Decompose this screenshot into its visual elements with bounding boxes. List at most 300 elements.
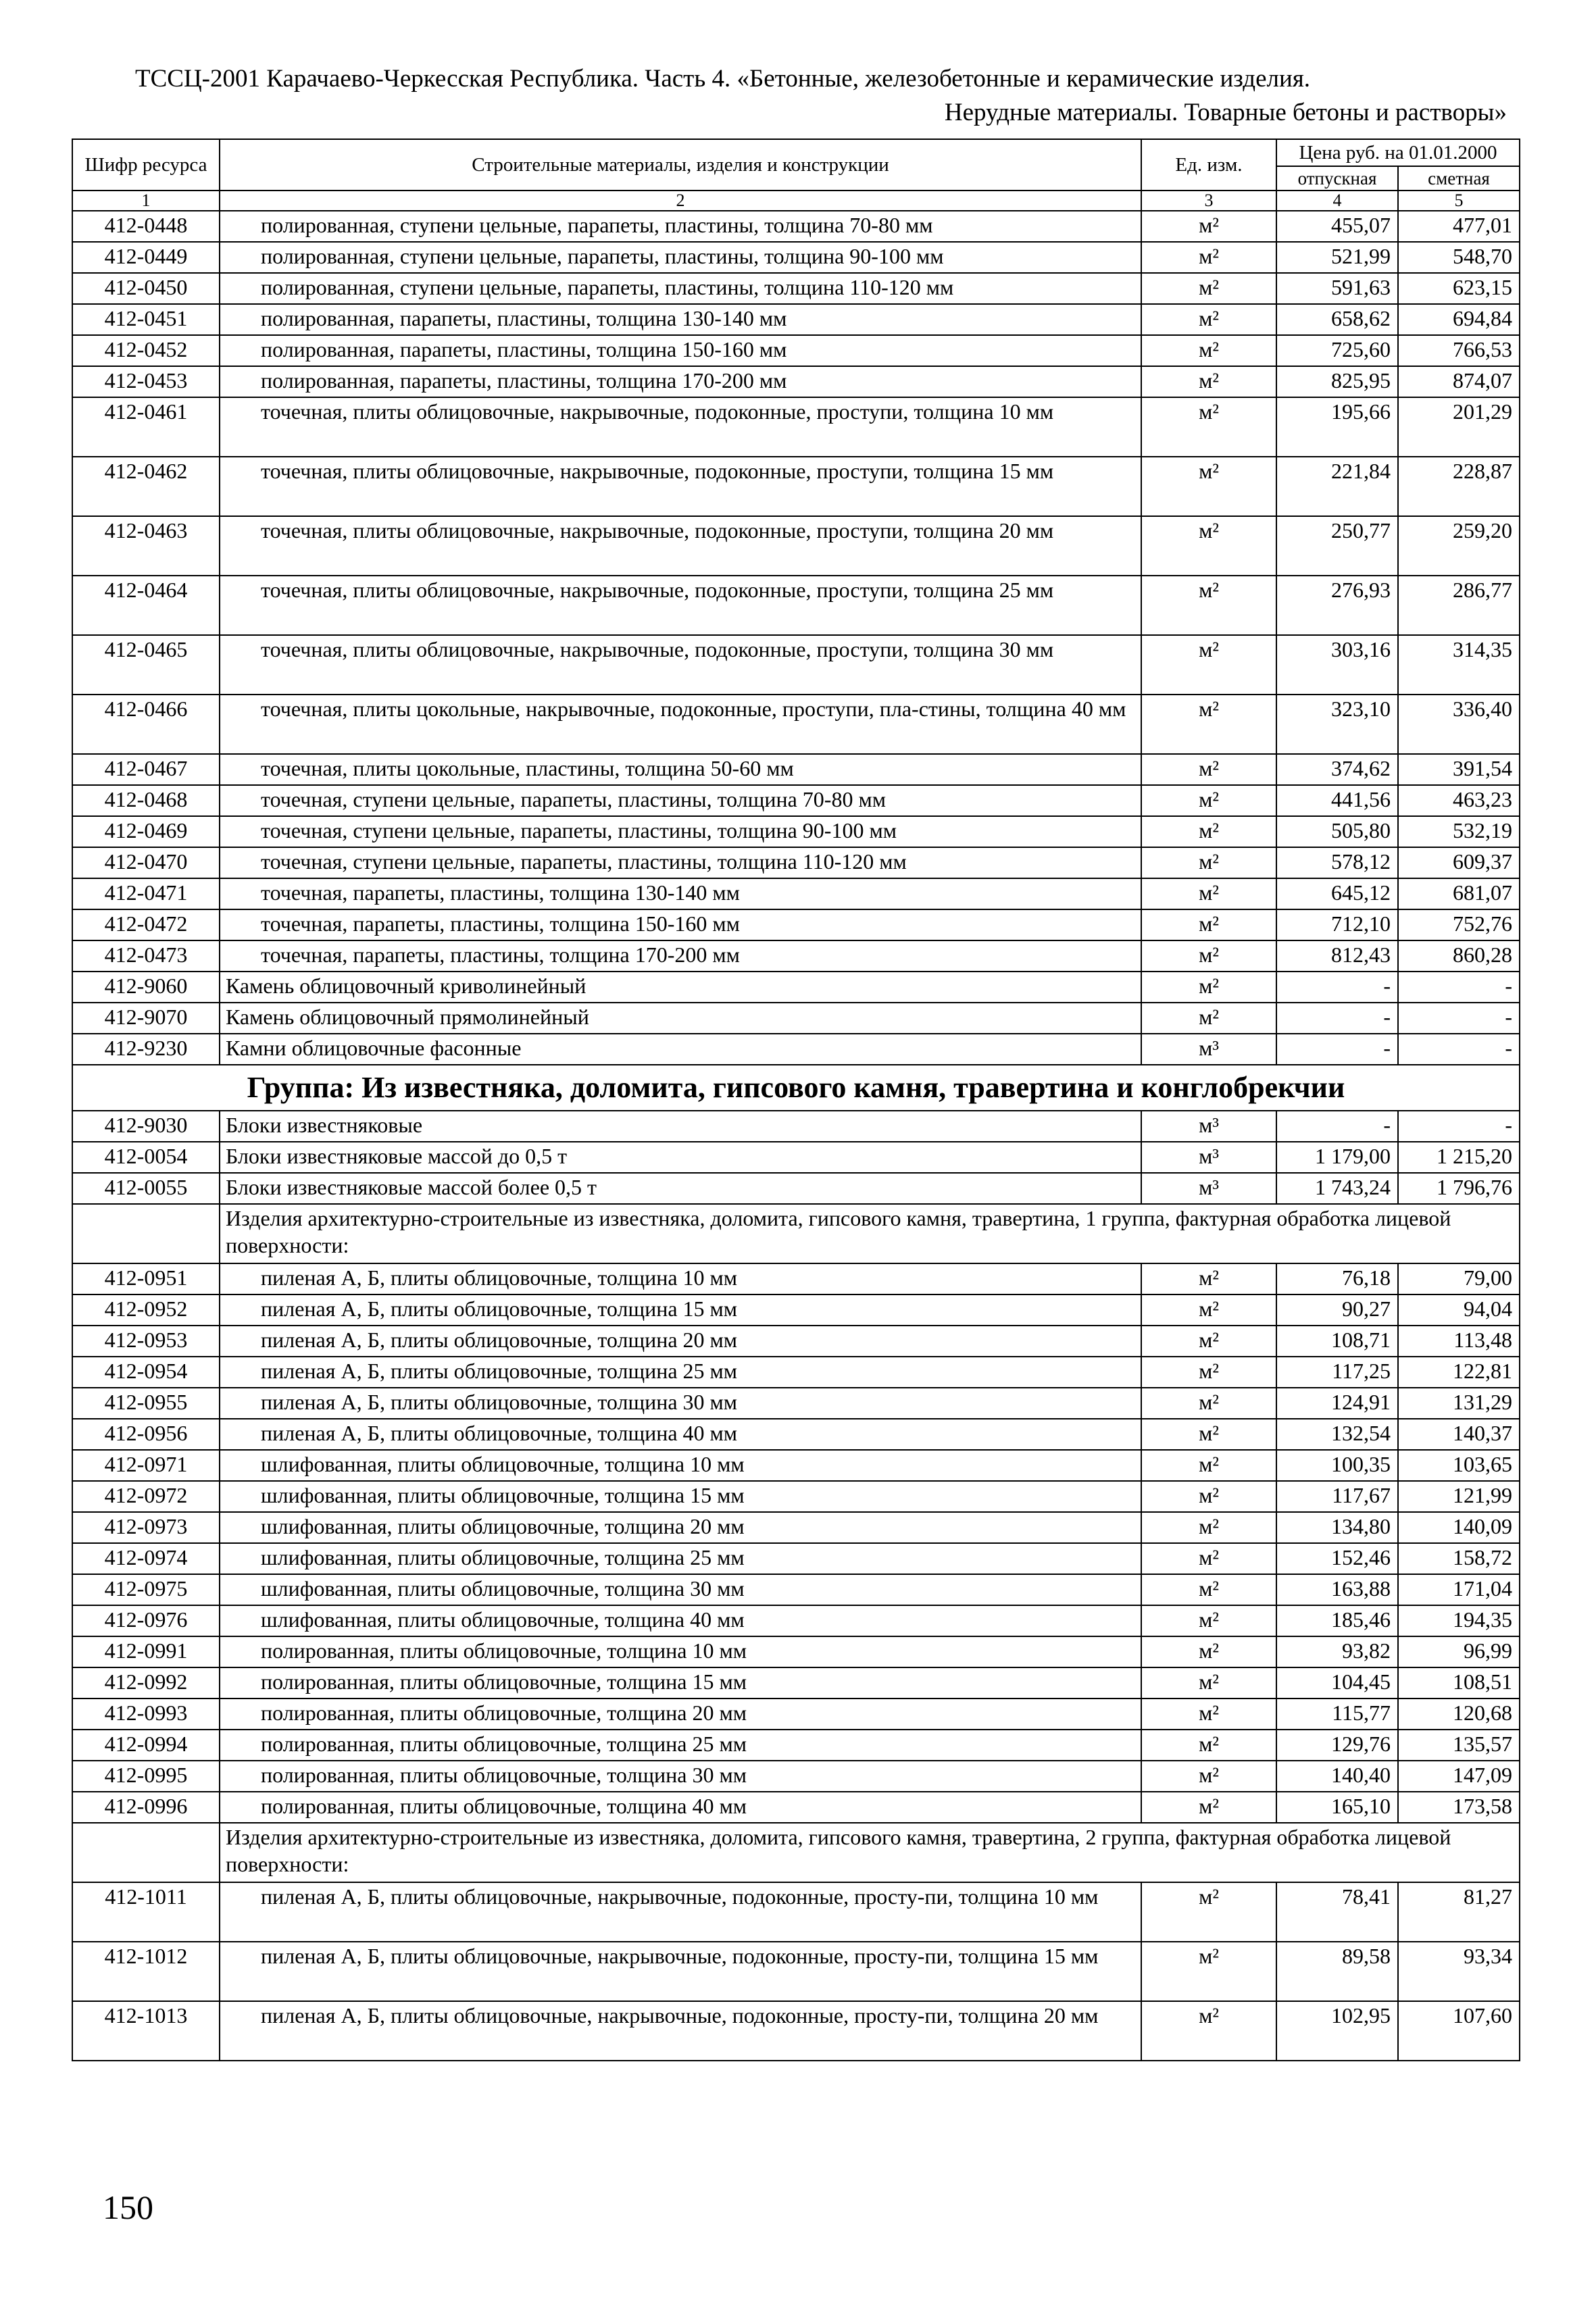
material-name: точечная, плиты цокольные, накрывочные, подоконные, проступи, пла-стины, толщина 40 мм <box>261 697 1126 721</box>
estimate-price: 314,35 <box>1398 635 1520 695</box>
material-name-cell <box>220 516 1141 576</box>
material-name-cell <box>220 242 1141 273</box>
unit: м² <box>1141 1605 1276 1636</box>
resource-code: 412-0976 <box>72 1605 220 1636</box>
estimate-price: 135,57 <box>1398 1730 1520 1761</box>
resource-code: 412-0955 <box>72 1388 220 1419</box>
unit: м² <box>1141 304 1276 335</box>
resource-code: 412-0956 <box>72 1419 220 1450</box>
resource-code: 412-0951 <box>72 1263 220 1294</box>
table-row <box>72 1512 1520 1543</box>
material-name-cell <box>220 972 1141 1003</box>
unit: м² <box>1141 516 1276 576</box>
resource-code: 412-0448 <box>72 211 220 242</box>
material-name-cell <box>220 304 1141 335</box>
material-name: пиленая А, Б, плиты облицовочные, толщина 10 мм <box>261 1265 738 1290</box>
material-name: Блоки известняковые массой до 0,5 т <box>226 1144 568 1168</box>
estimate-price: - <box>1398 1003 1520 1034</box>
release-price: 455,07 <box>1276 211 1398 242</box>
material-name: точечная, ступени цельные, парапеты, пластины, толщина 70-80 мм <box>261 787 886 811</box>
material-name-cell <box>220 211 1141 242</box>
material-name: пиленая А, Б, плиты облицовочные, накрывочные, подоконные, просту-пи, толщина 10 мм <box>261 1884 1099 1909</box>
material-name: шлифованная, плиты облицовочные, толщина 25 мм <box>261 1545 745 1569</box>
table-row <box>72 1034 1520 1065</box>
release-price: - <box>1276 972 1398 1003</box>
table-row <box>72 847 1520 878</box>
material-name: Камень облицовочный прямолинейный <box>226 1005 589 1029</box>
release-price: 100,35 <box>1276 1450 1398 1481</box>
release-price: 1 743,24 <box>1276 1173 1398 1204</box>
table-row <box>72 457 1520 516</box>
material-name: точечная, плиты облицовочные, накрывочные, подоконные, проступи, толщина 20 мм <box>261 518 1054 543</box>
unit: м² <box>1141 847 1276 878</box>
material-name: точечная, плиты облицовочные, накрывочные, подоконные, проступи, толщина 15 мм <box>261 459 1054 483</box>
table-row <box>72 1574 1520 1605</box>
material-name-cell <box>220 940 1141 972</box>
estimate-price: - <box>1398 972 1520 1003</box>
release-price: 165,10 <box>1276 1792 1398 1823</box>
material-name: полированная, парапеты, пластины, толщина 170-200 мм <box>261 368 787 393</box>
table-row <box>72 576 1520 635</box>
resource-code: 412-1013 <box>72 2001 220 2061</box>
material-name-cell <box>220 1173 1141 1204</box>
unit: м² <box>1141 457 1276 516</box>
unit: м² <box>1141 1263 1276 1294</box>
estimate-price: 93,34 <box>1398 1942 1520 2001</box>
table-row <box>72 754 1520 785</box>
release-price: 140,40 <box>1276 1761 1398 1792</box>
resource-code: 412-9070 <box>72 1003 220 1034</box>
subheading-group-2: Изделия архитектурно-строительные из известняка, доломита, гипсового камня, травертина, 2 группа, фактурная обработка лицевой поверхности: <box>220 1823 1520 1882</box>
release-price: 812,43 <box>1276 940 1398 972</box>
col-head-code: Шифр ресурса <box>72 139 220 191</box>
unit: м² <box>1141 1761 1276 1792</box>
unit: м² <box>1141 754 1276 785</box>
material-name-cell <box>220 1419 1141 1450</box>
table-row <box>72 816 1520 847</box>
material-name-cell <box>220 1512 1141 1543</box>
material-name: полированная, ступени цельные, парапеты, пластины, толщина 70-80 мм <box>261 213 933 237</box>
material-name: пиленая А, Б, плиты облицовочные, толщина 20 мм <box>261 1328 738 1352</box>
resource-code: 412-0994 <box>72 1730 220 1761</box>
material-name-cell <box>220 1481 1141 1512</box>
unit: м² <box>1141 1730 1276 1761</box>
unit: м² <box>1141 1543 1276 1574</box>
material-name: пиленая А, Б, плиты облицовочные, толщина 30 мм <box>261 1390 738 1414</box>
table-row <box>72 785 1520 816</box>
estimate-price: 120,68 <box>1398 1699 1520 1730</box>
table-row <box>72 1003 1520 1034</box>
estimate-price: 94,04 <box>1398 1294 1520 1326</box>
unit: м² <box>1141 1942 1276 2001</box>
table-row <box>72 1450 1520 1481</box>
empty-cell <box>72 1823 220 1882</box>
price-table-body <box>72 139 1520 2061</box>
resource-code: 412-0451 <box>72 304 220 335</box>
release-price: 152,46 <box>1276 1543 1398 1574</box>
empty-cell <box>72 1204 220 1263</box>
material-name-cell <box>220 335 1141 366</box>
material-name-cell <box>220 878 1141 909</box>
unit: м² <box>1141 695 1276 754</box>
table-row <box>72 397 1520 457</box>
resource-code: 412-0972 <box>72 1481 220 1512</box>
release-price: - <box>1276 1111 1398 1142</box>
material-name: пиленая А, Б, плиты облицовочные, накрывочные, подоконные, просту-пи, толщина 20 мм <box>261 2003 1099 2028</box>
material-name-cell <box>220 635 1141 695</box>
release-price: 89,58 <box>1276 1942 1398 2001</box>
unit: м² <box>1141 335 1276 366</box>
resource-code: 412-0465 <box>72 635 220 695</box>
material-name-cell <box>220 1699 1141 1730</box>
release-price: 102,95 <box>1276 2001 1398 2061</box>
unit: м² <box>1141 211 1276 242</box>
subheading-group-2-row <box>72 1823 1520 1882</box>
estimate-price: - <box>1398 1034 1520 1065</box>
resource-code: 412-0461 <box>72 397 220 457</box>
resource-code: 412-0462 <box>72 457 220 516</box>
table-row <box>72 1636 1520 1667</box>
release-price: 104,45 <box>1276 1667 1398 1699</box>
material-name-cell <box>220 1326 1141 1357</box>
resource-code: 412-9230 <box>72 1034 220 1065</box>
resource-code: 412-0995 <box>72 1761 220 1792</box>
resource-code: 412-9060 <box>72 972 220 1003</box>
estimate-price: 201,29 <box>1398 397 1520 457</box>
header-line-2: Нерудные материалы. Товарные бетоны и растворы» <box>944 99 1507 126</box>
estimate-price: 121,99 <box>1398 1481 1520 1512</box>
column-number: 3 <box>1141 191 1276 211</box>
material-name-cell <box>220 1792 1141 1823</box>
material-name: Камни облицовочные фасонные <box>226 1036 522 1060</box>
estimate-price: 681,07 <box>1398 878 1520 909</box>
release-price: 115,77 <box>1276 1699 1398 1730</box>
resource-code: 412-9030 <box>72 1111 220 1142</box>
column-number: 5 <box>1398 191 1520 211</box>
material-name-cell <box>220 754 1141 785</box>
material-name-cell <box>220 273 1141 304</box>
resource-code: 412-1011 <box>72 1882 220 1942</box>
material-name-cell <box>220 366 1141 397</box>
unit: м² <box>1141 816 1276 847</box>
resource-code: 412-0468 <box>72 785 220 816</box>
unit: м² <box>1141 785 1276 816</box>
estimate-price: 766,53 <box>1398 335 1520 366</box>
material-name: полированная, ступени цельные, парапеты, пластины, толщина 110-120 мм <box>261 275 954 299</box>
material-name: точечная, плиты цокольные, пластины, толщина 50-60 мм <box>261 756 794 780</box>
release-price: 124,91 <box>1276 1388 1398 1419</box>
unit: м² <box>1141 1388 1276 1419</box>
resource-code: 412-0473 <box>72 940 220 972</box>
release-price: - <box>1276 1034 1398 1065</box>
resource-code: 412-0464 <box>72 576 220 635</box>
unit: м² <box>1141 972 1276 1003</box>
subheading-group-1-row <box>72 1204 1520 1263</box>
release-price: 505,80 <box>1276 816 1398 847</box>
release-price: 825,95 <box>1276 366 1398 397</box>
table-row <box>72 273 1520 304</box>
release-price: 441,56 <box>1276 785 1398 816</box>
resource-code: 412-0974 <box>72 1543 220 1574</box>
table-row <box>72 242 1520 273</box>
estimate-price: 336,40 <box>1398 695 1520 754</box>
unit: м² <box>1141 1357 1276 1388</box>
unit: м² <box>1141 2001 1276 2061</box>
estimate-price: 391,54 <box>1398 754 1520 785</box>
material-name: шлифованная, плиты облицовочные, толщина 30 мм <box>261 1576 745 1601</box>
unit: м² <box>1141 1450 1276 1481</box>
material-name-cell <box>220 1003 1141 1034</box>
unit: м² <box>1141 1294 1276 1326</box>
material-name: точечная, парапеты, пластины, толщина 130-140 мм <box>261 880 740 905</box>
release-price: - <box>1276 1003 1398 1034</box>
resource-code: 412-0471 <box>72 878 220 909</box>
unit: м² <box>1141 1512 1276 1543</box>
table-row <box>72 211 1520 242</box>
material-name-cell <box>220 397 1141 457</box>
estimate-price: 532,19 <box>1398 816 1520 847</box>
estimate-price: 874,07 <box>1398 366 1520 397</box>
release-price: 90,27 <box>1276 1294 1398 1326</box>
table-row <box>72 1667 1520 1699</box>
column-numbers-row <box>72 191 1520 211</box>
release-price: 134,80 <box>1276 1512 1398 1543</box>
estimate-price: 122,81 <box>1398 1357 1520 1388</box>
release-price: 725,60 <box>1276 335 1398 366</box>
col-head-estimate: сметная <box>1398 166 1520 191</box>
table-row <box>72 909 1520 940</box>
resource-code: 412-0992 <box>72 1667 220 1699</box>
table-row <box>72 2001 1520 2061</box>
unit: м² <box>1141 1699 1276 1730</box>
unit: м² <box>1141 878 1276 909</box>
estimate-price: 194,35 <box>1398 1605 1520 1636</box>
estimate-price: 108,51 <box>1398 1667 1520 1699</box>
material-name: полированная, плиты облицовочные, толщина 25 мм <box>261 1732 747 1756</box>
table-row <box>72 1792 1520 1823</box>
resource-code: 412-0953 <box>72 1326 220 1357</box>
subheading-group-1: Изделия архитектурно-строительные из известняка, доломита, гипсового камня, травертина, 1 группа, фактурная обработка лицевой поверхности: <box>220 1204 1520 1263</box>
release-price: 303,16 <box>1276 635 1398 695</box>
unit: м² <box>1141 1419 1276 1450</box>
resource-code: 412-0453 <box>72 366 220 397</box>
estimate-price: 623,15 <box>1398 273 1520 304</box>
table-row <box>72 1142 1520 1173</box>
material-name: точечная, парапеты, пластины, толщина 170-200 мм <box>261 942 740 967</box>
unit: м² <box>1141 1574 1276 1605</box>
material-name: полированная, ступени цельные, парапеты, пластины, толщина 90-100 мм <box>261 244 944 268</box>
material-name: полированная, парапеты, пластины, толщина 150-160 мм <box>261 337 787 361</box>
unit: м² <box>1141 940 1276 972</box>
unit: м² <box>1141 1481 1276 1512</box>
material-name-cell <box>220 1942 1141 2001</box>
table-row <box>72 972 1520 1003</box>
material-name: полированная, парапеты, пластины, толщина 130-140 мм <box>261 306 787 330</box>
release-price: 712,10 <box>1276 909 1398 940</box>
material-name-cell <box>220 1450 1141 1481</box>
release-price: 323,10 <box>1276 695 1398 754</box>
release-price: 93,82 <box>1276 1636 1398 1667</box>
estimate-price: 103,65 <box>1398 1450 1520 1481</box>
estimate-price: - <box>1398 1111 1520 1142</box>
unit: м² <box>1141 576 1276 635</box>
release-price: 117,25 <box>1276 1357 1398 1388</box>
unit: м² <box>1141 1667 1276 1699</box>
resource-code: 412-0449 <box>72 242 220 273</box>
resource-code: 412-0466 <box>72 695 220 754</box>
estimate-price: 752,76 <box>1398 909 1520 940</box>
estimate-price: 1 796,76 <box>1398 1173 1520 1204</box>
estimate-price: 173,58 <box>1398 1792 1520 1823</box>
page-number: 150 <box>103 2188 153 2226</box>
material-name: точечная, плиты облицовочные, накрывочные, подоконные, проступи, толщина 25 мм <box>261 578 1054 602</box>
resource-code: 412-0463 <box>72 516 220 576</box>
price-table <box>72 139 1520 2061</box>
estimate-price: 548,70 <box>1398 242 1520 273</box>
table-row <box>72 1605 1520 1636</box>
group-title: Группа: Из известняка, доломита, гипсового камня, травертина и конглобрекчии <box>72 1065 1520 1111</box>
estimate-price: 860,28 <box>1398 940 1520 972</box>
resource-code: 412-0991 <box>72 1636 220 1667</box>
material-name-cell <box>220 695 1141 754</box>
material-name-cell <box>220 1142 1141 1173</box>
resource-code: 412-0975 <box>72 1574 220 1605</box>
resource-code: 412-0472 <box>72 909 220 940</box>
column-number: 1 <box>72 191 220 211</box>
unit: м² <box>1141 909 1276 940</box>
table-row <box>72 1326 1520 1357</box>
col-head-unit: Ед. изм. <box>1141 139 1276 191</box>
material-name-cell <box>220 1034 1141 1065</box>
col-head-release: отпускная <box>1276 166 1398 191</box>
release-price: 578,12 <box>1276 847 1398 878</box>
resource-code: 412-0450 <box>72 273 220 304</box>
material-name: Блоки известняковые <box>226 1113 423 1137</box>
material-name: Блоки известняковые массой более 0,5 т <box>226 1175 597 1199</box>
material-name: полированная, плиты облицовочные, толщина 15 мм <box>261 1669 747 1694</box>
material-name-cell <box>220 1882 1141 1942</box>
unit: м³ <box>1141 1142 1276 1173</box>
table-row <box>72 1481 1520 1512</box>
material-name: полированная, плиты облицовочные, толщина 40 мм <box>261 1794 747 1818</box>
estimate-price: 140,37 <box>1398 1419 1520 1450</box>
material-name-cell <box>220 1388 1141 1419</box>
resource-code: 412-0469 <box>72 816 220 847</box>
group-title-row <box>72 1065 1520 1111</box>
table-row <box>72 940 1520 972</box>
table-row <box>72 1263 1520 1294</box>
release-price: 76,18 <box>1276 1263 1398 1294</box>
estimate-price: 107,60 <box>1398 2001 1520 2061</box>
unit: м² <box>1141 1003 1276 1034</box>
unit: м² <box>1141 273 1276 304</box>
material-name: пиленая А, Б, плиты облицовочные, толщина 15 мм <box>261 1297 738 1321</box>
release-price: 374,62 <box>1276 754 1398 785</box>
unit: м³ <box>1141 1111 1276 1142</box>
unit: м² <box>1141 397 1276 457</box>
material-name: точечная, плиты облицовочные, накрывочные, подоконные, проступи, толщина 30 мм <box>261 637 1054 661</box>
material-name-cell <box>220 1730 1141 1761</box>
release-price: 132,54 <box>1276 1419 1398 1450</box>
release-price: 521,99 <box>1276 242 1398 273</box>
estimate-price: 228,87 <box>1398 457 1520 516</box>
table-row <box>72 335 1520 366</box>
estimate-price: 79,00 <box>1398 1263 1520 1294</box>
release-price: 78,41 <box>1276 1882 1398 1942</box>
page-header <box>74 62 1507 130</box>
unit: м² <box>1141 1882 1276 1942</box>
material-name: Камень облицовочный криволинейный <box>226 974 587 998</box>
estimate-price: 286,77 <box>1398 576 1520 635</box>
table-row <box>72 635 1520 695</box>
release-price: 1 179,00 <box>1276 1142 1398 1173</box>
estimate-price: 694,84 <box>1398 304 1520 335</box>
release-price: 591,63 <box>1276 273 1398 304</box>
unit: м² <box>1141 1326 1276 1357</box>
unit: м² <box>1141 366 1276 397</box>
material-name: пиленая А, Б, плиты облицовочные, толщина 40 мм <box>261 1421 738 1445</box>
estimate-price: 147,09 <box>1398 1761 1520 1792</box>
estimate-price: 609,37 <box>1398 847 1520 878</box>
resource-code: 412-0952 <box>72 1294 220 1326</box>
table-row <box>72 516 1520 576</box>
estimate-price: 477,01 <box>1398 211 1520 242</box>
release-price: 221,84 <box>1276 457 1398 516</box>
resource-code: 412-0452 <box>72 335 220 366</box>
table-row <box>72 1173 1520 1204</box>
unit: м² <box>1141 1792 1276 1823</box>
resource-code: 412-0993 <box>72 1699 220 1730</box>
material-name-cell <box>220 1294 1141 1326</box>
material-name-cell <box>220 2001 1141 2061</box>
col-head-name: Строительные материалы, изделия и конструкции <box>220 139 1141 191</box>
resource-code: 412-0973 <box>72 1512 220 1543</box>
material-name-cell <box>220 1543 1141 1574</box>
estimate-price: 1 215,20 <box>1398 1142 1520 1173</box>
release-price: 108,71 <box>1276 1326 1398 1357</box>
resource-code: 412-0054 <box>72 1142 220 1173</box>
table-row <box>72 1942 1520 2001</box>
material-name-cell <box>220 1636 1141 1667</box>
release-price: 276,93 <box>1276 576 1398 635</box>
release-price: 129,76 <box>1276 1730 1398 1761</box>
material-name-cell <box>220 1605 1141 1636</box>
estimate-price: 140,09 <box>1398 1512 1520 1543</box>
resource-code: 412-0467 <box>72 754 220 785</box>
estimate-price: 113,48 <box>1398 1326 1520 1357</box>
col-head-price: Цена руб. на 01.01.2000 <box>1276 139 1520 166</box>
material-name: полированная, плиты облицовочные, толщина 10 мм <box>261 1638 747 1663</box>
table-head-row-1 <box>72 139 1520 166</box>
material-name-cell <box>220 1111 1141 1142</box>
resource-code: 412-0971 <box>72 1450 220 1481</box>
material-name: точечная, ступени цельные, парапеты, пластины, толщина 110-120 мм <box>261 849 907 874</box>
material-name: точечная, плиты облицовочные, накрывочные, подоконные, проступи, толщина 10 мм <box>261 399 1054 424</box>
material-name-cell <box>220 457 1141 516</box>
resource-code: 412-0470 <box>72 847 220 878</box>
header-line-1: ТССЦ-2001 Карачаево-Черкесская Республика. Часть 4. «Бетонные, железобетонные и керамические изделия. <box>135 65 1311 93</box>
table-row <box>72 878 1520 909</box>
material-name: шлифованная, плиты облицовочные, толщина 40 мм <box>261 1607 745 1632</box>
column-number: 4 <box>1276 191 1398 211</box>
release-price: 250,77 <box>1276 516 1398 576</box>
resource-code: 412-1012 <box>72 1942 220 2001</box>
material-name-cell <box>220 1357 1141 1388</box>
release-price: 163,88 <box>1276 1574 1398 1605</box>
material-name-cell <box>220 1574 1141 1605</box>
material-name-cell <box>220 785 1141 816</box>
resource-code: 412-0055 <box>72 1173 220 1204</box>
